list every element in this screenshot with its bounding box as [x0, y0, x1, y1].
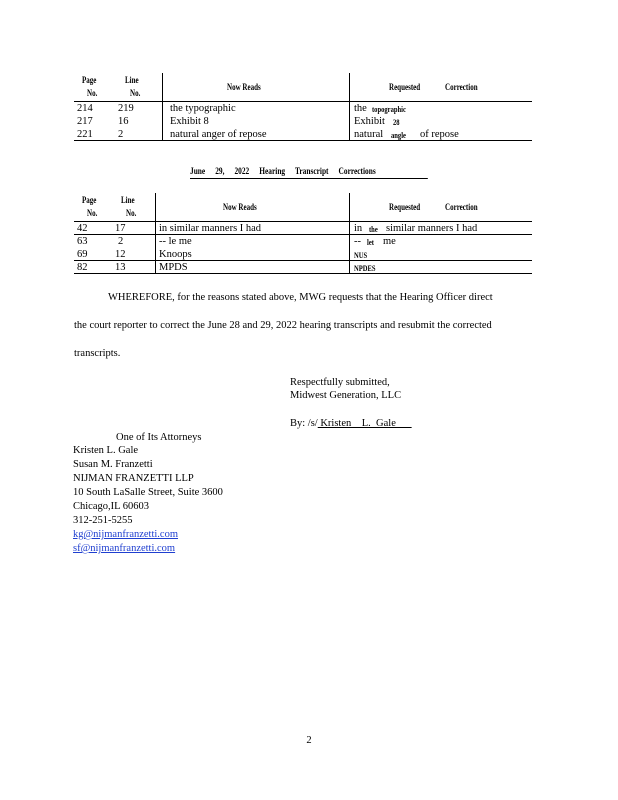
- transcript-corrections-table-1: [74, 73, 532, 141]
- cell-requested-correction: NUS: [354, 251, 368, 260]
- cell-requested-suffix: of repose: [420, 129, 459, 140]
- cell-now-reads: Exhibit 8: [170, 116, 209, 127]
- cell-page: 63: [77, 236, 88, 247]
- wherefore-line-1: WHEREFORE, for the reasons stated above, MWG requests that the Hearing Officer direct: [108, 292, 493, 303]
- signature-line: [290, 417, 412, 430]
- header-page: Page: [82, 195, 97, 205]
- firm-phone: 312-251-5255: [73, 515, 133, 526]
- attorney-name-2: Susan M. Franzetti: [73, 459, 153, 470]
- email-link-kg[interactable]: kg@nijmanfranzetti.com: [73, 529, 179, 540]
- attorney-name-1: Kristen L. Gale: [73, 445, 139, 456]
- page-number: 2: [306, 735, 312, 746]
- cell-requested-correction: the: [369, 225, 378, 234]
- firm-city: Chicago,IL 60603: [73, 501, 150, 512]
- column-divider: [349, 193, 350, 221]
- cell-line: 2: [118, 236, 124, 247]
- firm-address: 10 South LaSalle Street, Suite 3600: [73, 487, 223, 498]
- header-line-no: No.: [130, 88, 141, 98]
- header-correction: Correction: [445, 202, 478, 212]
- cell-line: 219: [118, 103, 134, 114]
- cell-requested-prefix: Exhibit: [354, 116, 385, 127]
- cell-requested-suffix: similar manners I had: [386, 223, 478, 234]
- cell-line: 12: [115, 249, 126, 260]
- email-link-sf[interactable]: sf@nijmanfranzetti.com: [73, 543, 176, 554]
- cell-line: 17: [115, 223, 126, 234]
- cell-page: 214: [77, 103, 93, 114]
- column-divider: [155, 193, 156, 221]
- header-requested: Requested: [389, 202, 421, 212]
- wherefore-line-2: the court reporter to correct the June 28 and 29, 2022 hearing transcripts and resubmit the corrected: [74, 320, 492, 331]
- cell-now-reads: MPDS: [159, 262, 188, 273]
- table-row: [74, 235, 532, 248]
- table-row: [74, 248, 532, 261]
- cell-requested-prefix: in: [354, 223, 363, 234]
- cell-page: 217: [77, 116, 93, 127]
- table-row: [74, 222, 532, 235]
- header-requested: Requested: [389, 82, 421, 92]
- header-line: Line: [125, 75, 139, 85]
- cell-requested-prefix: natural: [354, 129, 384, 140]
- signature-prefix: By: /s/: [290, 418, 318, 429]
- header-correction: Correction: [445, 82, 478, 92]
- table-row: [74, 102, 532, 115]
- header-line-no: No.: [126, 208, 137, 218]
- header-page: Page: [82, 75, 97, 85]
- table-row: [74, 115, 532, 128]
- cell-requested-prefix: the: [354, 103, 367, 114]
- cell-requested-correction: angle: [391, 131, 406, 140]
- cell-page: 221: [77, 129, 93, 140]
- header-now-reads: Now Reads: [223, 202, 257, 212]
- signature-name: Kristen L. Gale: [317, 418, 412, 429]
- cell-now-reads: the typographic: [170, 103, 236, 114]
- section-title: June 29, 2022 Hearing Transcript Corrections: [190, 166, 428, 179]
- cell-line: 13: [115, 262, 126, 273]
- firm-name: NIJMAN FRANZETTI LLP: [73, 473, 194, 484]
- header-page-no: No.: [87, 88, 98, 98]
- cell-now-reads: -- le me: [159, 236, 192, 247]
- cell-page: 82: [77, 262, 88, 273]
- table-row: [74, 261, 532, 274]
- cell-line: 2: [118, 129, 124, 140]
- cell-requested-correction: let: [367, 238, 374, 247]
- respectfully-submitted: Respectfully submitted,: [290, 377, 390, 388]
- cell-requested-prefix: --: [354, 236, 361, 247]
- cell-page: 42: [77, 223, 88, 234]
- party-name: Midwest Generation, LLC: [290, 390, 402, 401]
- cell-now-reads: Knoops: [159, 249, 192, 260]
- transcript-corrections-table-2: [74, 193, 532, 274]
- header-page-no: No.: [87, 208, 98, 218]
- header-line: Line: [121, 195, 135, 205]
- cell-line: 16: [118, 116, 129, 127]
- cell-requested-correction: 28: [393, 118, 400, 127]
- column-divider: [162, 73, 163, 101]
- one-of-its-attorneys: One of Its Attorneys: [116, 432, 202, 443]
- cell-requested-correction: NPDES: [354, 264, 376, 273]
- cell-page: 69: [77, 249, 88, 260]
- cell-requested-correction: topographic: [372, 105, 406, 114]
- table-header: [74, 193, 532, 222]
- cell-now-reads: natural anger of repose: [170, 129, 267, 140]
- table-row: [74, 128, 532, 141]
- cell-requested-suffix: me: [383, 236, 396, 247]
- cell-now-reads: in similar manners I had: [159, 223, 262, 234]
- wherefore-line-3: transcripts.: [74, 348, 121, 359]
- column-divider: [349, 73, 350, 101]
- table-header: [74, 73, 532, 102]
- header-now-reads: Now Reads: [227, 82, 261, 92]
